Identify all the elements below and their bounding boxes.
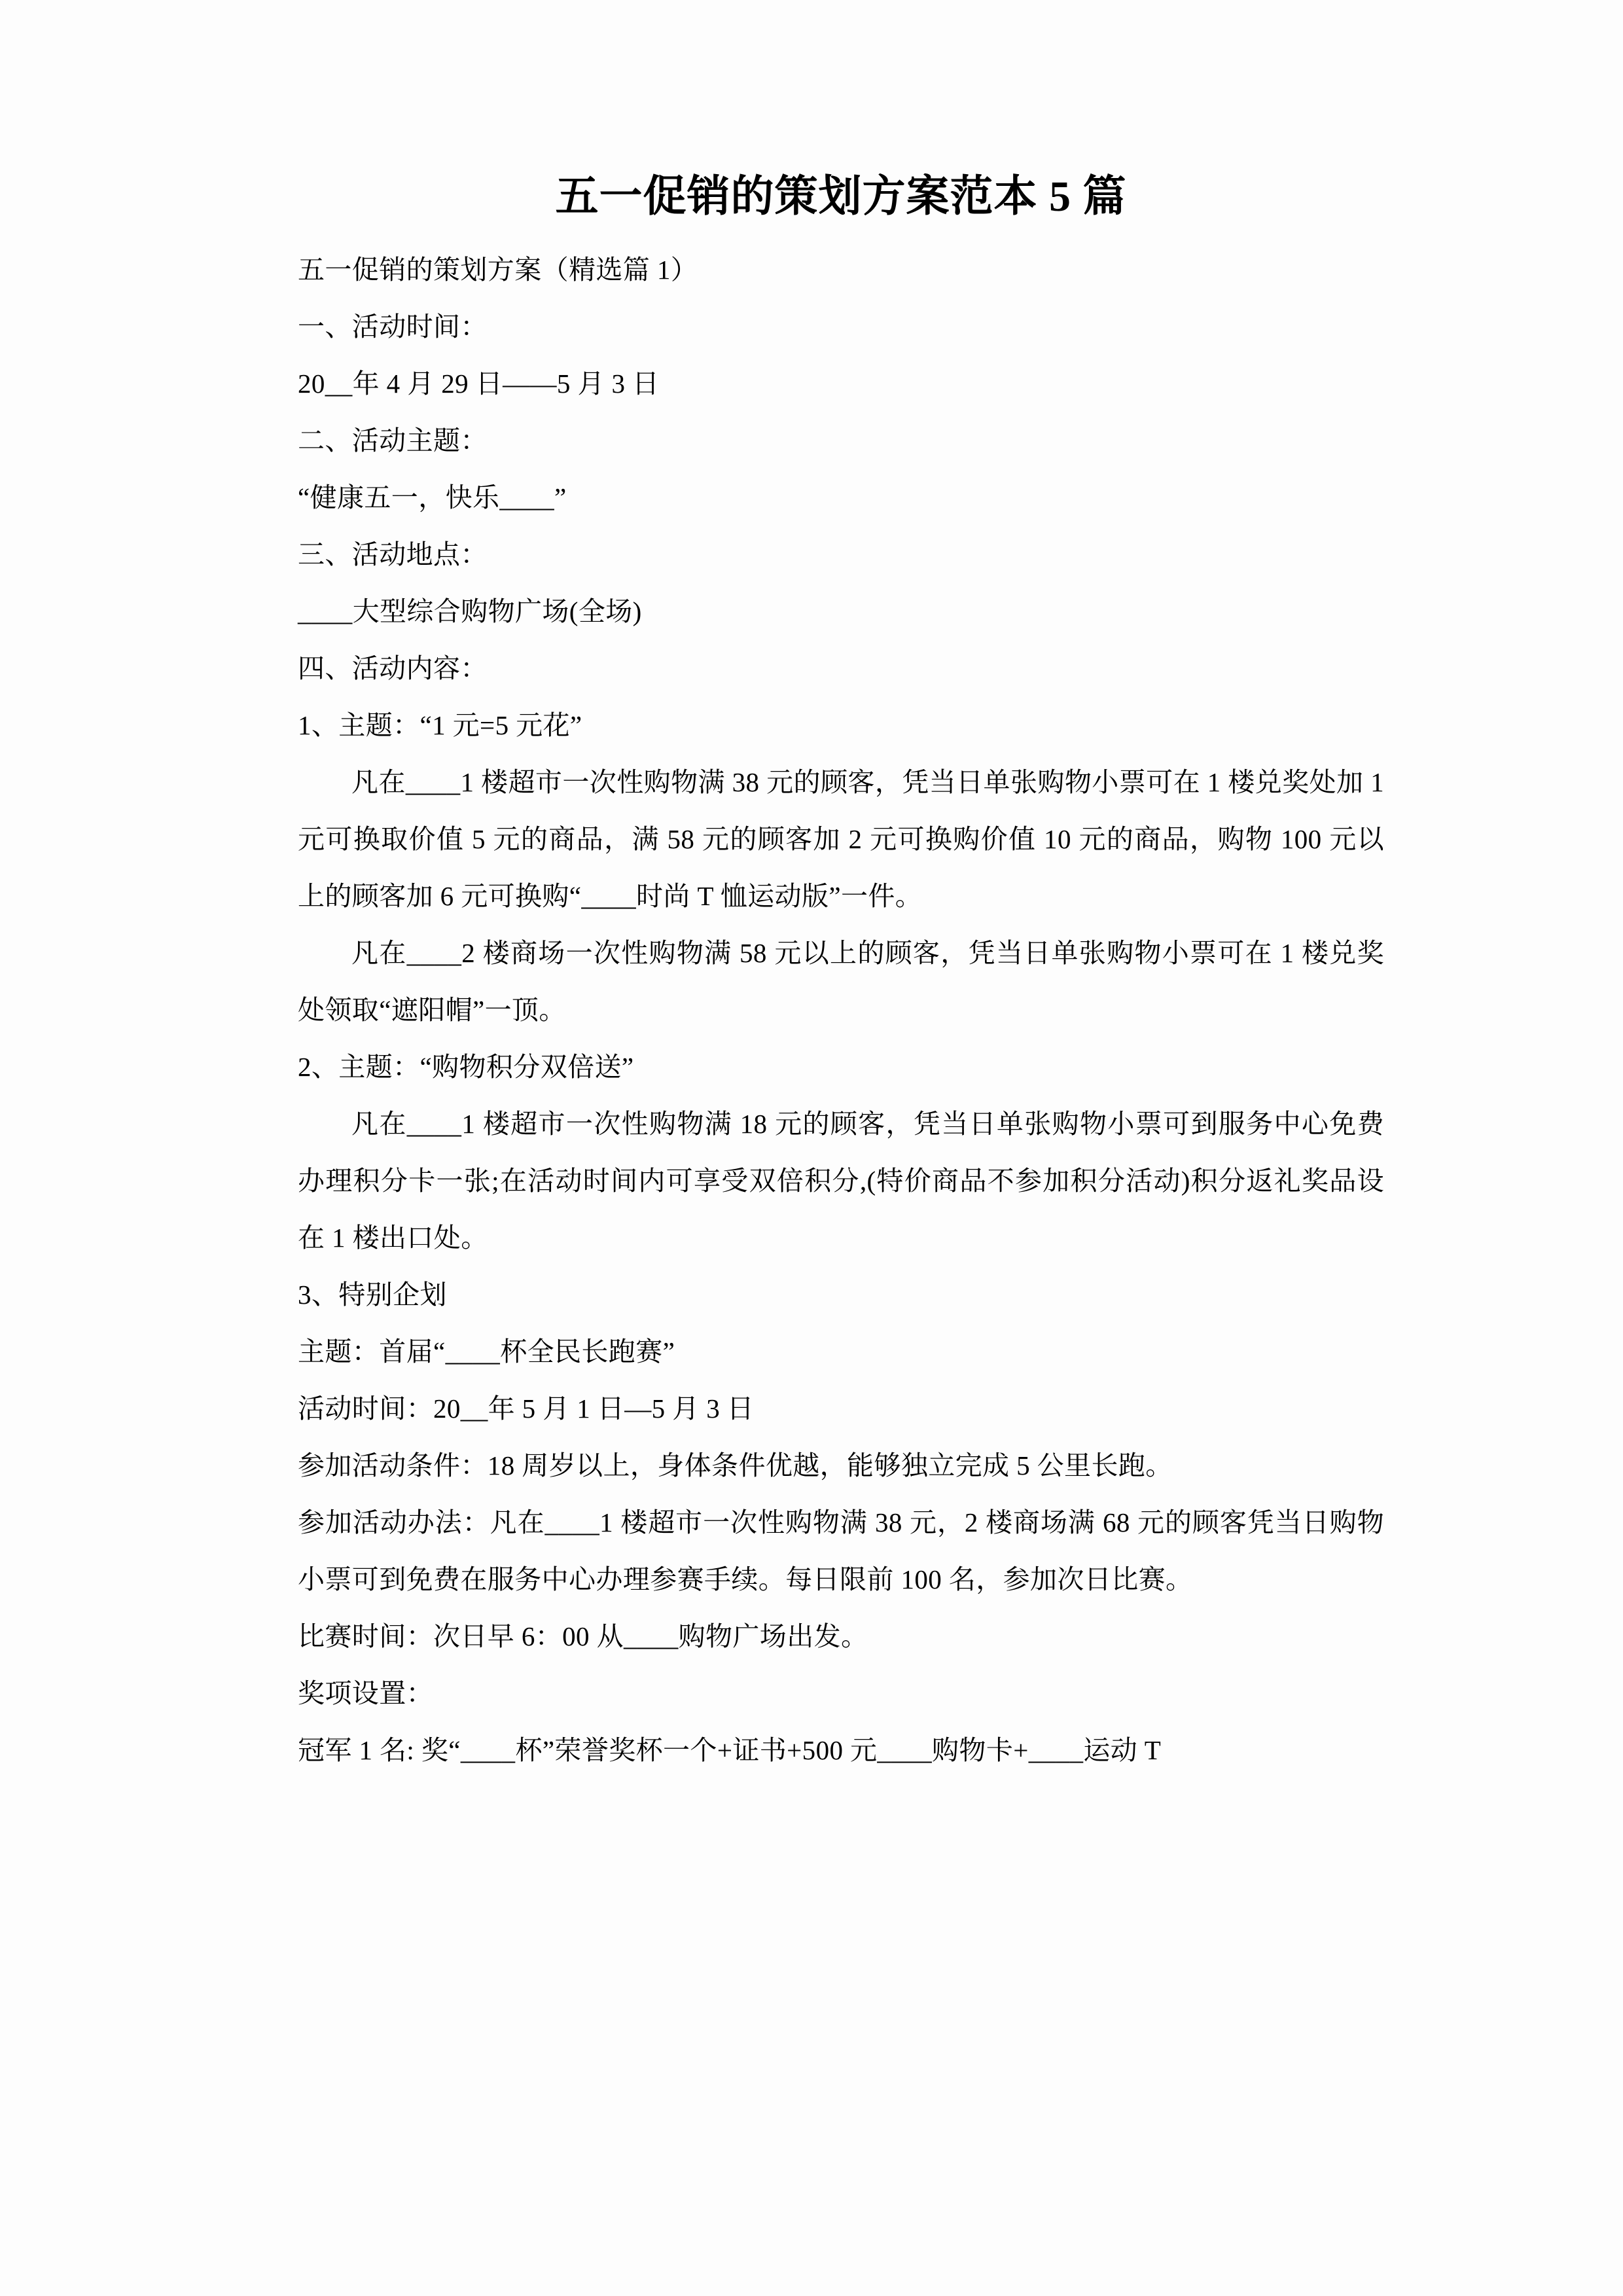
section-heading-activity-content: 四、活动内容： <box>298 653 488 683</box>
activity-theme-value: “健康五一，快乐____” <box>298 482 567 512</box>
item-3-champion-prize: 冠军 1 名: 奖“____杯”荣誉奖杯一个+证书+500 元____购物卡+____运动 T <box>298 1734 1162 1765</box>
section-heading-activity-theme: 二、活动主题： <box>298 425 488 456</box>
activity-place-value: ____大型综合购物广场(全场) <box>298 596 642 626</box>
item-3-participation-condition: 参加活动条件：18 周岁以上，身体条件优越，能够独立完成 5 公里长跑。 <box>298 1450 1173 1480</box>
document-body <box>298 170 1384 1779</box>
item-1-rule-floor2: 凡在____2 楼商场一次性购物满 58 元以上的顾客，凭当日单张购物小票可在 1 楼兑奖处领取“遮阳帽”一顶。 <box>298 937 1384 1025</box>
item-3-theme: 3、特别企划 <box>298 1279 447 1310</box>
item-1-rule-floor1: 凡在____1 楼超市一次性购物满 38 元的顾客，凭当日单张购物小票可在 1 楼兑奖处加 1 元可换取价值 5 元的商品，满 58 元的顾客加 2 元可换购价值 10 元的商品，购物 100 元以上的顾客加 6 元可换购“____时尚 T 恤运动版”一件。 <box>298 766 1384 911</box>
item-1-theme: 1、主题：“1 元=5 元花” <box>298 709 582 740</box>
section-heading-activity-time: 一、活动时间： <box>298 311 488 342</box>
item-3-subject: 主题：首届“____杯全民长跑赛” <box>298 1336 675 1367</box>
item-3-activity-time: 活动时间：20__年 5 月 1 日—5 月 3 日 <box>298 1393 755 1424</box>
section-heading-activity-place: 三、活动地点： <box>298 539 488 569</box>
item-2-theme: 2、主题：“购物积分双倍送” <box>298 1051 634 1082</box>
item-3-race-time: 比赛时间：次日早 6：00 从____购物广场出发。 <box>298 1621 868 1651</box>
document-subtitle: 五一促销的策划方案（精选篇 1） <box>298 254 698 285</box>
item-3-participation-method: 参加活动办法：凡在____1 楼超市一次性购物满 38 元，2 楼商场满 68 元的顾客凭当日购物小票可到免费在服务中心办理参赛手续。每日限前 100 名，参加次日比赛。 <box>298 1507 1384 1594</box>
activity-time-value: 20__年 4 月 29 日——5 月 3 日 <box>298 368 660 399</box>
page-title: 五一促销的策划方案范本 5 篇 <box>555 173 1127 221</box>
item-3-awards-heading: 奖项设置： <box>298 1677 433 1708</box>
item-2-rule-points: 凡在____1 楼超市一次性购物满 18 元的顾客，凭当日单张购物小票可到服务中心免费办理积分卡一张;在活动时间内可享受双倍积分,(特价商品不参加积分活动)积分返礼奖品设在 1 楼出口处。 <box>298 1108 1384 1253</box>
